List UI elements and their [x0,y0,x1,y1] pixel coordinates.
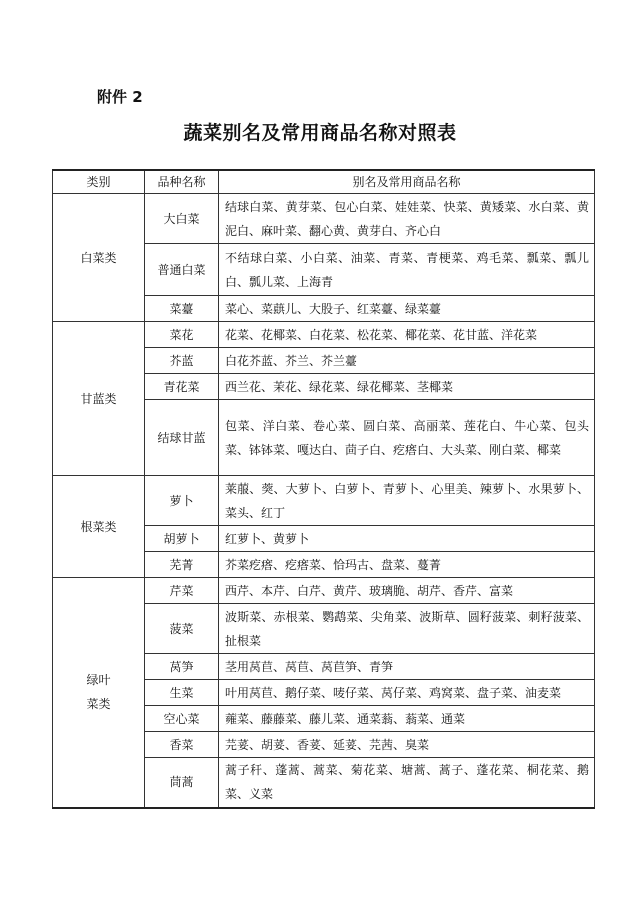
variety-cell: 空心菜 [145,706,219,732]
alias-cell: 芫荽、胡荽、香荽、延荽、芫茜、臭菜 [219,732,595,758]
variety-cell: 生菜 [145,680,219,706]
header-category: 类别 [53,170,145,194]
variety-cell: 大白菜 [145,194,219,244]
alias-cell: 包菜、洋白菜、卷心菜、圆白菜、高丽菜、莲花白、牛心菜、包头菜、钵钵菜、嘎达白、茴子白、疙瘩白、大头菜、刚白菜、椰菜 [219,400,595,476]
variety-cell: 莴笋 [145,654,219,680]
variety-cell: 芥蓝 [145,348,219,374]
header-variety: 品种名称 [145,170,219,194]
page-title: 蔬菜别名及常用商品名称对照表 [183,122,457,144]
alias-cell: 菜心、菜蕻儿、大股子、红菜薹、绿菜薹 [219,296,595,322]
alias-cell: 莱菔、葖、大萝卜、白萝卜、青萝卜、心里美、辣萝卜、水果萝卜、菜头、红丁 [219,476,595,526]
category-cell: 根菜类 [53,476,145,578]
table-header-row [53,170,595,194]
category-cell: 甘蓝类 [53,322,145,476]
alias-cell: 白花芥蓝、芥兰、芥兰薹 [219,348,595,374]
vegetable-alias-table [52,169,595,809]
table-row [53,194,595,244]
category-label-line: 绿叶 [86,673,111,688]
table-row [53,476,595,526]
variety-cell: 香菜 [145,732,219,758]
variety-cell: 普通白菜 [145,244,219,296]
alias-cell: 叶用莴苣、鹅仔菜、唛仔菜、莴仔菜、鸡窝菜、盘子菜、油麦菜 [219,680,595,706]
category-cell [53,578,145,808]
variety-cell: 芹菜 [145,578,219,604]
table-row [53,578,595,604]
alias-cell: 茎用莴苣、莴苣、莴苣笋、青笋 [219,654,595,680]
table-row [53,322,595,348]
alias-cell: 西芹、本芹、白芹、黄芹、玻璃脆、胡芹、香芹、富菜 [219,578,595,604]
attachment-label: 附件 2 [97,88,143,106]
alias-cell: 蕹菜、藤藤菜、藤儿菜、通菜蓊、蓊菜、通菜 [219,706,595,732]
alias-cell: 花菜、花椰菜、白花菜、松花菜、椰花菜、花甘蓝、洋花菜 [219,322,595,348]
alias-cell: 蒿子秆、蓬蒿、蒿菜、菊花菜、塘蒿、蒿子、蓬花菜、桐花菜、鹅菜、义菜 [219,758,595,808]
variety-cell: 茼蒿 [145,758,219,808]
category-label-line: 菜类 [86,697,111,712]
variety-cell: 结球甘蓝 [145,400,219,476]
variety-cell: 菜薹 [145,296,219,322]
variety-cell: 菠菜 [145,604,219,654]
alias-cell: 不结球白菜、小白菜、油菜、青菜、青梗菜、鸡毛菜、瓢菜、瓢儿白、瓢儿菜、上海青 [219,244,595,296]
variety-cell: 萝卜 [145,476,219,526]
variety-cell: 胡萝卜 [145,526,219,552]
variety-cell: 芜菁 [145,552,219,578]
alias-cell: 芥菜疙瘩、疙瘩菜、恰玛古、盘菜、蔓菁 [219,552,595,578]
alias-cell: 西兰花、茉花、绿花菜、绿花椰菜、茎椰菜 [219,374,595,400]
alias-cell: 红萝卜、黄萝卜 [219,526,595,552]
variety-cell: 菜花 [145,322,219,348]
category-cell: 白菜类 [53,194,145,322]
alias-cell: 波斯菜、赤根菜、鹦鹉菜、尖角菜、波斯草、圆籽菠菜、刺籽菠菜、扯根菜 [219,604,595,654]
alias-cell: 结球白菜、黄芽菜、包心白菜、娃娃菜、快菜、黄矮菜、水白菜、黄泥白、麻叶菜、翻心黄、黄芽白、齐心白 [219,194,595,244]
variety-cell: 青花菜 [145,374,219,400]
header-aliases: 别名及常用商品名称 [219,170,595,194]
